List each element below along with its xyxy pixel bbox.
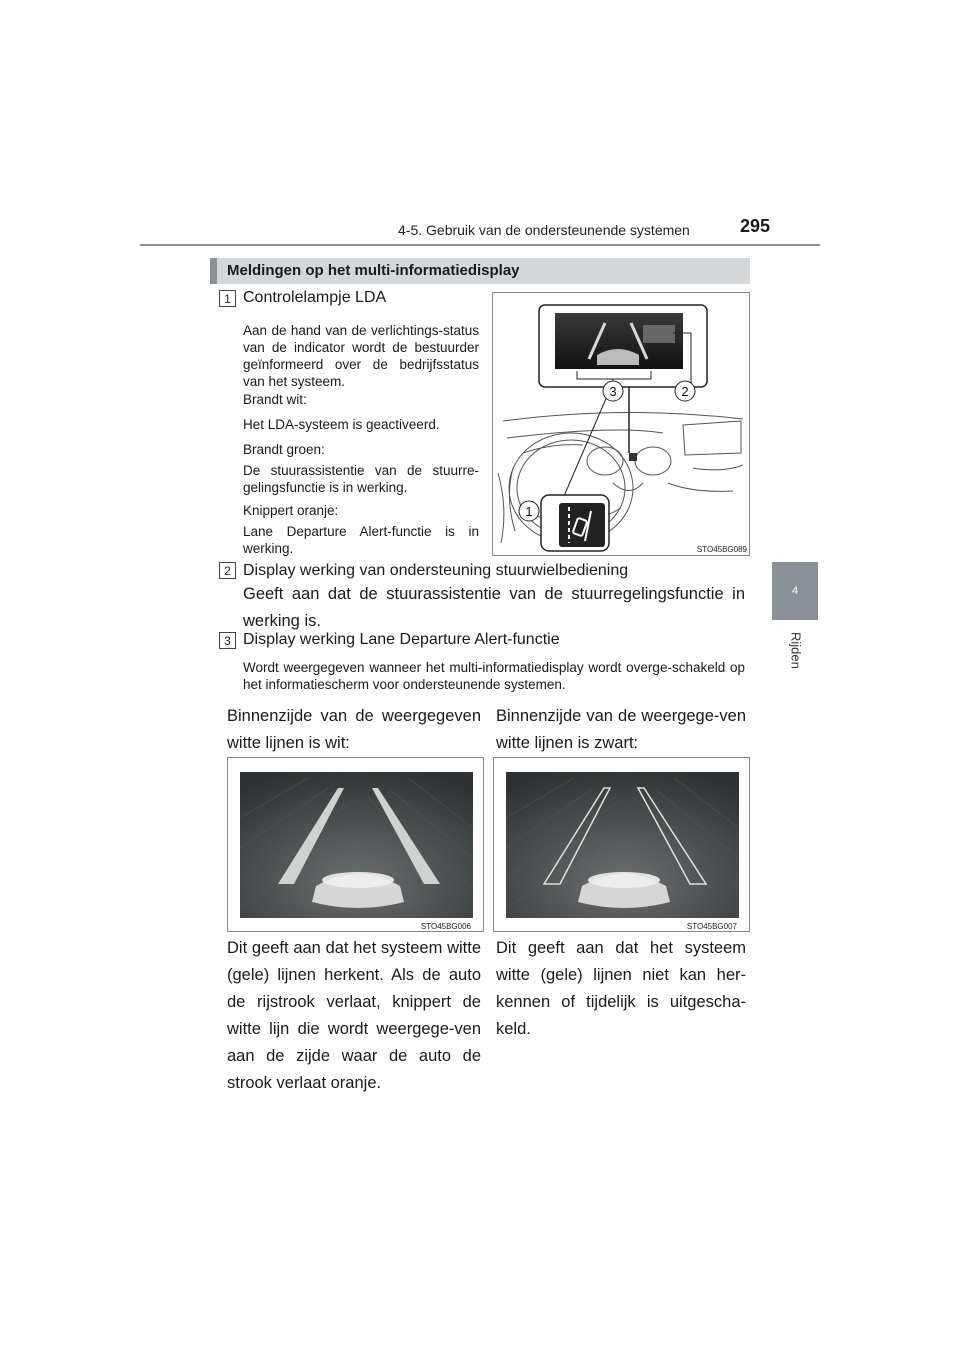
section-title: 4-5. Gebruik van de ondersteunende systemen — [398, 222, 690, 238]
white-lines-illustration — [227, 757, 484, 932]
figure-code-main: STO45BG089 — [696, 545, 747, 554]
callout-2: 2 — [681, 384, 689, 399]
banner-title: Meldingen op het multi-informatiedisplay — [227, 262, 520, 279]
right-text: Dit geeft aan dat het systeem witte (gele) lijnen niet kan her-kennen of tijdelijk is uitgescha-keld. — [496, 939, 746, 1038]
state3-description: Lane Departure Alert-functie is in werking. — [243, 524, 479, 556]
dashboard-drawing — [493, 293, 750, 556]
item3-description: Wordt weergegeven wanneer het multi-informatiedisplay wordt overge-schakeld op het informatiescherm voor ondersteunende systemen. — [243, 660, 745, 692]
callout-3: 3 — [609, 384, 617, 399]
item1-description: Aan de hand van de verlichtings-status van de indicator wordt de bestuurder geïnformeerd over de bedrijfsstatus van het systeem. — [243, 323, 479, 389]
left-intro: Binnenzijde van de weergegeven witte lijnen is wit: — [227, 707, 481, 752]
left-text: Dit geeft aan dat het systeem witte (gele) lijnen herkent. Als de auto de rijstrook verlaat, knippert de witte lijn die wordt weergege-ven aan de zijde waar de auto de strook verlaat oranje. — [227, 939, 481, 1092]
white-lines-drawing — [228, 758, 484, 932]
section-banner — [210, 258, 750, 284]
item1-title: Controlelampje LDA — [243, 289, 387, 306]
item-number-1: 1 — [219, 290, 236, 307]
item2-title: Display werking van ondersteuning stuurwielbediening — [243, 562, 629, 579]
lda-indicator — [559, 503, 605, 547]
dashboard-illustration — [492, 292, 750, 556]
figure-code-left: STO45BG006 — [420, 922, 471, 931]
figure-code-right: STO45BG007 — [686, 922, 737, 931]
state2-label: Brandt groen: — [243, 442, 325, 457]
dark-lines-drawing — [494, 758, 750, 932]
item-number-2: 2 — [219, 562, 236, 579]
chapter-tab — [772, 562, 818, 620]
callout-1: 1 — [525, 504, 533, 519]
item-number-3: 3 — [219, 632, 236, 649]
right-intro: Binnenzijde van de weergege-ven witte lijnen is zwart: — [496, 707, 746, 752]
item3-title: Display werking Lane Departure Alert-functie — [243, 631, 560, 648]
chapter-number: 4 — [791, 585, 799, 597]
dark-lines-illustration — [493, 757, 750, 932]
state1-label: Brandt wit: — [243, 392, 307, 407]
page-number: 295 — [740, 216, 771, 236]
chapter-label: Rijden — [788, 632, 804, 669]
header-rule — [140, 244, 820, 246]
indicator-area — [629, 453, 637, 461]
state1-description: Het LDA-systeem is geactiveerd. — [243, 417, 440, 432]
state2-description: De stuurassistentie van de stuurre-gelingsfunctie is in werking. — [243, 463, 479, 495]
state3-label: Knippert oranje: — [243, 503, 339, 518]
item2-description: Geeft aan dat de stuurassistentie van de stuurregelingsfunctie in werking is. — [243, 585, 745, 630]
